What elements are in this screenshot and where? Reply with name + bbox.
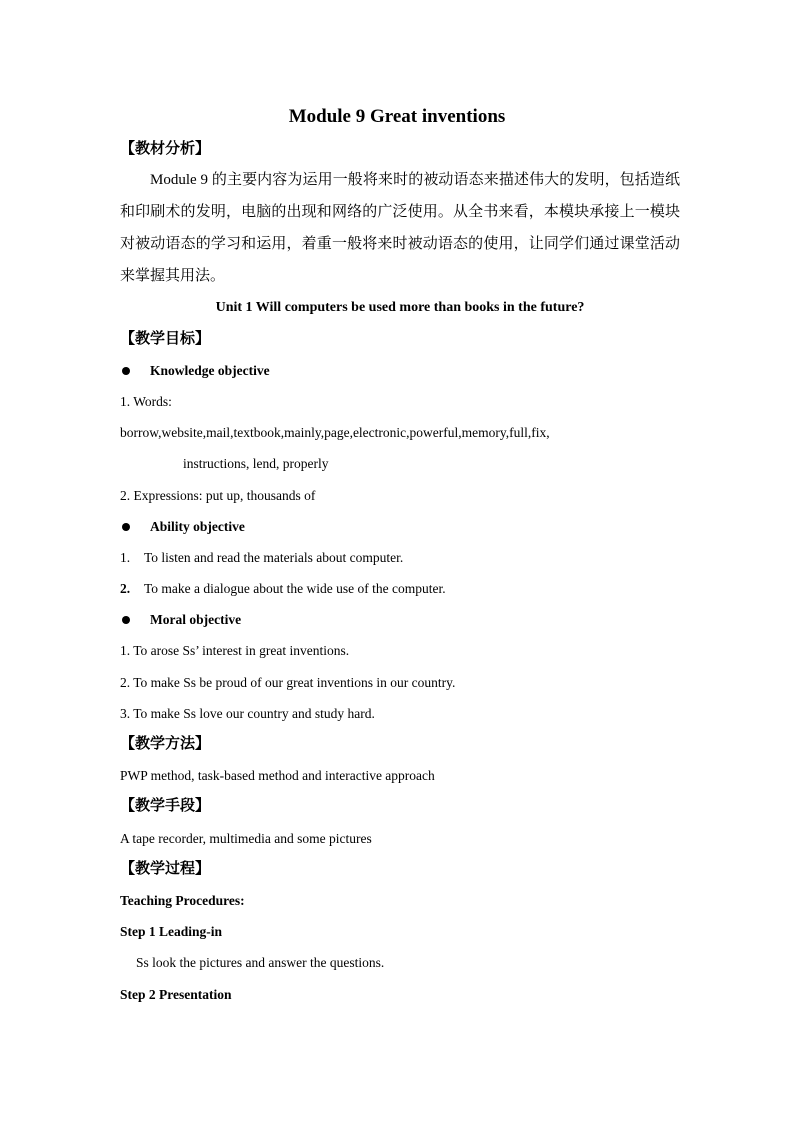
expressions-line: 2. Expressions: put up, thousands of bbox=[120, 487, 316, 503]
methods-text: PWP method, task-based method and interactive approach bbox=[120, 768, 435, 784]
ability-item-2 bbox=[120, 573, 680, 604]
step2-heading: Step 2 Presentation bbox=[120, 986, 232, 1002]
knowledge-objective-label: Knowledge objective bbox=[150, 362, 270, 378]
moral-item-2: 2. To make Ss be proud of our great inventions in our country. bbox=[120, 674, 456, 690]
bullet-icon bbox=[122, 367, 130, 375]
section-objectives-heading: 【教学目标】 bbox=[120, 330, 211, 347]
step1-text: Ss look the pictures and answer the questions. bbox=[136, 955, 385, 971]
moral-objective-label: Moral objective bbox=[150, 612, 242, 628]
section-process-heading: 【教学过程】 bbox=[120, 860, 211, 877]
moral-objective-heading bbox=[120, 604, 680, 635]
ability-item-text: To listen and read the materials about computer. bbox=[144, 549, 404, 565]
words-list-line2: instructions, lend, properly bbox=[183, 456, 329, 472]
moral-item-1: 1. To arose Ss’ interest in great inventions. bbox=[120, 643, 350, 659]
bullet-icon bbox=[122, 523, 130, 531]
knowledge-objective-heading bbox=[120, 355, 680, 386]
step1-heading: Step 1 Leading-in bbox=[120, 924, 223, 940]
means-text: A tape recorder, multimedia and some pictures bbox=[120, 830, 372, 846]
ability-item-number: 2. bbox=[120, 581, 131, 597]
analysis-paragraph: Module 9 的主要内容为运用一般将来时的被动语态来描述伟大的发明，包括造纸和印刷术的发明，电脑的出现和网络的广泛使用。从全书来看，本模块承接上一模块对被动语态的学习和运用，着重一般将来时被动语态的使用，让同学们通过课堂活动来掌握其用法。 bbox=[120, 172, 680, 284]
bullet-icon bbox=[122, 616, 130, 624]
words-list-line1: borrow,website,mail,textbook,mainly,page,electronic,powerful,memory,full,fix, bbox=[120, 425, 550, 441]
section-means-heading: 【教学手段】 bbox=[120, 798, 211, 815]
document-page bbox=[120, 100, 680, 1010]
ability-objective-label: Ability objective bbox=[150, 518, 245, 534]
section-analysis-heading: 【教材分析】 bbox=[120, 141, 211, 157]
teaching-procedures-heading: Teaching Procedures: bbox=[120, 892, 245, 908]
ability-objective-heading bbox=[120, 511, 680, 542]
page-title: Module 9 Great inventions bbox=[288, 106, 506, 127]
moral-item-3: 3. To make Ss love our country and study hard. bbox=[120, 705, 375, 721]
ability-item-text: To make a dialogue about the wide use of the computer. bbox=[144, 581, 446, 597]
words-label: 1. Words: bbox=[120, 393, 172, 409]
ability-item-1 bbox=[120, 542, 680, 573]
unit-title: Unit 1 Will computers be used more than books in the future? bbox=[215, 300, 585, 316]
ability-item-number: 1. bbox=[120, 549, 131, 565]
section-methods-heading: 【教学方法】 bbox=[120, 736, 211, 752]
